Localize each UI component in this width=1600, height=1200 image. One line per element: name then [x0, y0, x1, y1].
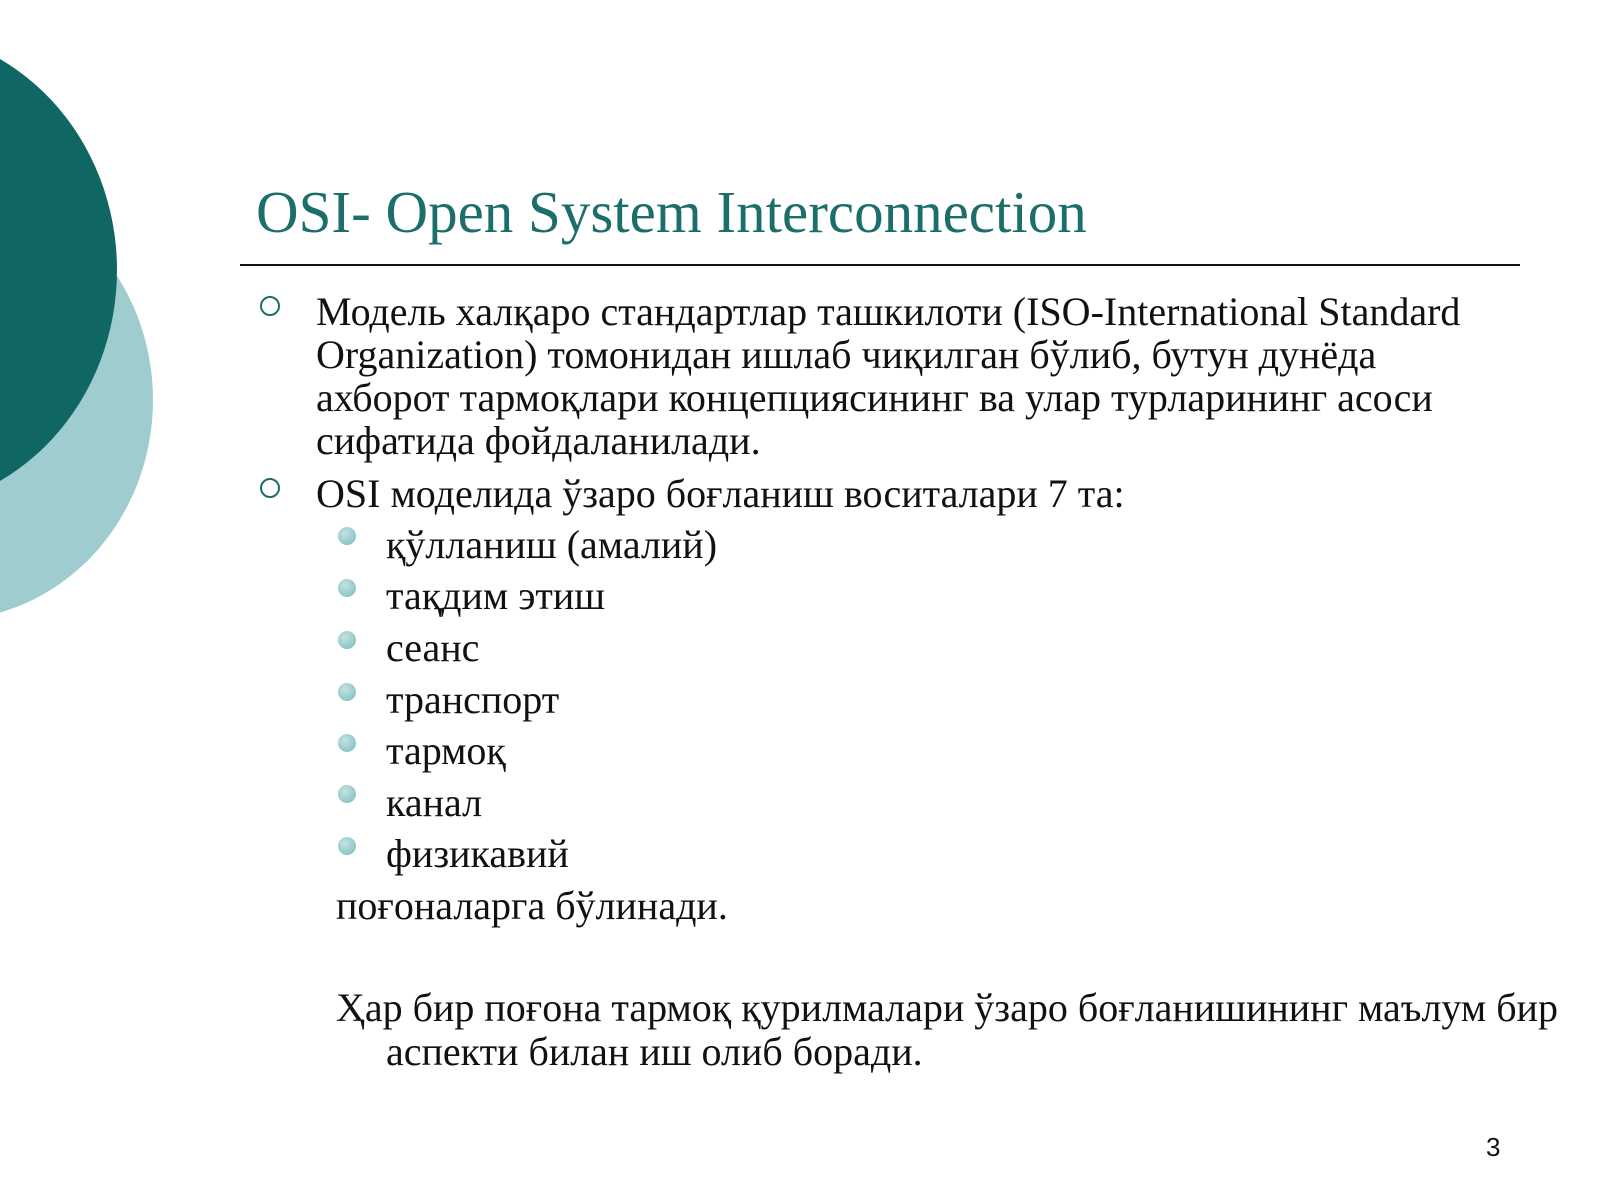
hollow-circle-bullet-icon — [260, 478, 280, 498]
layer-item-session: сеанс — [386, 625, 480, 670]
layer-item-datalink: канал — [386, 780, 483, 825]
bullet-text-iso: Модель халқаро стандартлар ташкилоти (ISO-International Standard Organization) томонидан ишлаб чиқилган бўлиб, бутун дунёда ахборот тармоқлари концепциясининг ва улар турларининг асоси сифатида фойдаланилади. — [316, 289, 1461, 463]
dot-bullet-icon — [338, 631, 356, 649]
slide-title: OSI- Open System Interconnection — [256, 179, 1087, 245]
hollow-circle-bullet-icon — [260, 296, 280, 316]
dot-bullet-icon — [338, 579, 356, 597]
closing-paragraph: Ҳар бир поғона тармоқ қурилмалари ўзаро боғланишининг маълум бир аспекти билан иш олиб боради. — [336, 985, 1558, 1074]
after-list-text: поғоналарга бўлинади. — [336, 883, 728, 928]
title-divider — [240, 264, 1520, 266]
layer-item-presentation: тақдим этиш — [386, 573, 606, 618]
dot-bullet-icon — [338, 683, 356, 701]
dot-bullet-icon — [338, 837, 356, 855]
layer-item-transport: транспорт — [386, 677, 560, 722]
dot-bullet-icon — [338, 734, 356, 752]
layer-item-physical: физикавий — [386, 831, 569, 876]
dot-bullet-icon — [338, 785, 356, 803]
layer-item-application: қўлланиш (амалий) — [386, 522, 718, 567]
dot-bullet-icon — [338, 527, 356, 545]
bullet-text-osi-layers: OSI моделида ўзаро боғланиш воситалари 7 та: — [316, 471, 1125, 516]
page-number: 3 — [1486, 1132, 1501, 1162]
layer-item-network: тармоқ — [386, 728, 506, 773]
